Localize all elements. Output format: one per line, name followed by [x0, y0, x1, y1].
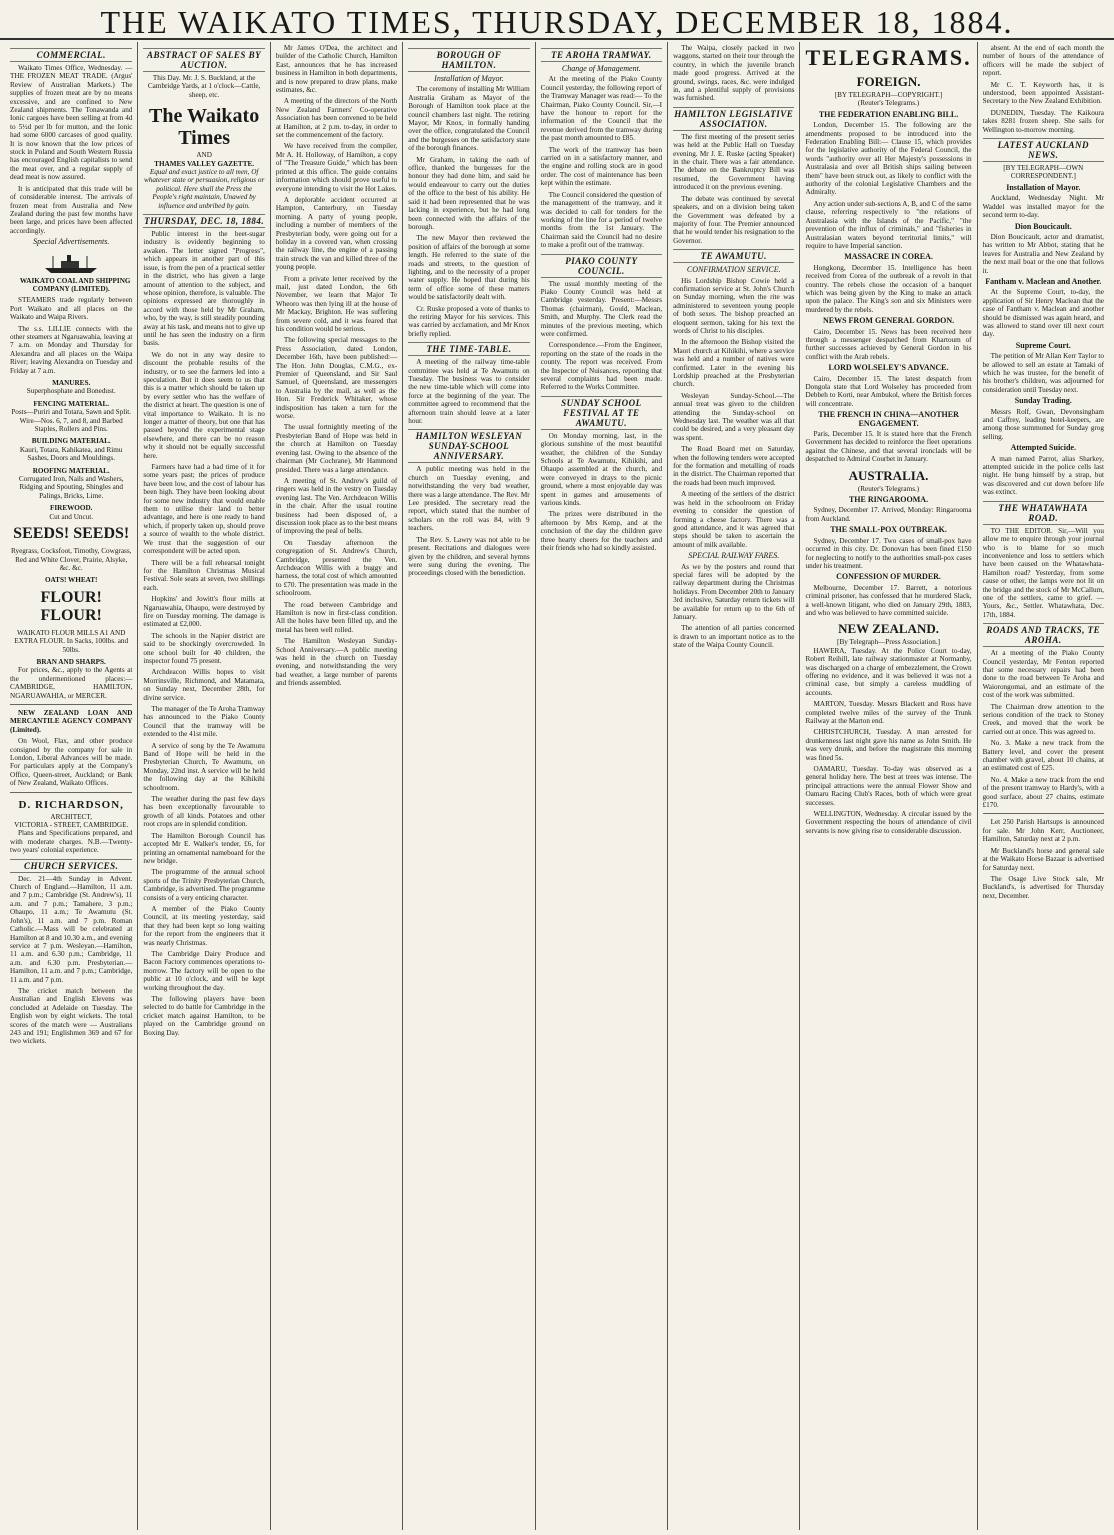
article-paragraph: Sydney, December 17. Arrived, Monday: Ringarooma from Auckland. [805, 506, 972, 523]
article-paragraph: The cricket match between the Australian and English Elevens was concluded at Adelaide on Tuesday. The English won by eight wickets. The total scores of the match were — Australians 243 and 191; Englishmen 369 and 67 for two wickets. [10, 986, 133, 1046]
ad-text: STEAMERS trade regularly between Port Waikato and all places on the Waikato and Waipa Rivers. [10, 296, 133, 322]
subheading: CONFESSION OF MURDER. [836, 572, 941, 582]
subheading: SPECIAL RAILWAY FARES. [688, 551, 780, 561]
section-heading-church: CHURCH SERVICES. [10, 859, 132, 873]
subheading: Dion Boucicault. [1014, 221, 1072, 231]
article-paragraph: The debate was continued by several speakers, and on a division being taken the Government was defeated by a majority of four. The Premier announced that he would tender his resignation to the Governor. [673, 194, 795, 245]
article-paragraph: From a private letter received by the mail, just dated London, the 6th November, we learn that Major Te Wheoro was then lying ill at the house of Mr Mackay, Brighton. He was suffering from severe cold, and it was feared that his condition would be serious. [275, 274, 398, 333]
gazette-title: THAMES VALLEY GAZETTE. [154, 159, 255, 168]
article-paragraph: A deplorable accident occurred at Hampton, Canterbury, on Tuesday morning. A party of young people, including a number of members of the Presbyterian body, were going out for a holiday in a covered van, when crossing the railway line, the engine of a passing train struck the van and killed three of the young people. [275, 195, 398, 272]
article-paragraph: Cr. Ruske proposed a vote of thanks to the retiring Mayor for his services. This was carried by acclamation, and Mr Knox briefly replied. [408, 304, 530, 338]
section-heading-commercial: COMMERCIAL. [10, 48, 132, 62]
article-paragraph: DUNEDIN, Tuesday. The Kaikoura takes 8281 frozen sheep. She sails for Wellington to-morrow morning. [982, 108, 1104, 134]
article-paragraph: London, December 15. The following are the amendments proposed to be introduced into the Federation Enabling Bill:— Clause 15, which provides for the legislative authority of the Federal Council, the words "authority over all Her Majesty's possessions in Australasia and over all British ships sailing between them" have been struck out, as likely to conflict with the authority of the colonial Legislative Chambers and the Admiralty. [805, 121, 972, 197]
article-paragraph: Wesleyan Sunday-School.—The annual treat was given to the children attending the Sunday-school on Wednesday last. The weather was all that could be desired, and a very pleasant day was spent. [673, 391, 795, 442]
ad-text: On Wool, Flax, and other produce consigned by the company for sale in London, Liberal Advances will be made. For particulars apply at the Company's Office, Queen-street, Auckland; or Bank of New Zealand, Waikato Offices. [10, 737, 133, 788]
section-heading-piako: PIAKO COUNTY COUNCIL. [541, 254, 662, 278]
article-paragraph: Dec. 21—4th Sunday in Advent. Church of England.—Hamilton, 11 a.m. and 7 p.m.; Cambridge (St. Andrew's), 11 a.m. and 7 p.m.; Tamahere, 3 p.m.; Ohaupo, 11 a.m.; Te Awamutu (St. John's), 11 a.m. and 7 p.m. Roman Catholic.—Mass will be celebrated at Hamilton at 8 and 10.30 a.m., and evening service at 7 p.m. Wesleyan.—Hamilton, 11 a.m. and 6.30 p.m.; Cambridge, 11 a.m. and 6.30 p.m. Presbyterian.—Hamilton, 11 a.m. and 7 p.m.; Cambridge, 11 a.m. and 7 p.m. [10, 874, 133, 984]
article-paragraph: The programme of the annual school sports of the Trinity Presbyterian Church, Cambridge, is advertised. The programme consists of a very enticing character. [143, 868, 265, 902]
subheading: THE RINGAROOMA. [848, 495, 929, 505]
section-heading-new-zealand: NEW ZEALAND. [838, 621, 939, 637]
section-heading-wesleyan: HAMILTON WESLEYAN SUNDAY-SCHOOL ANNIVERSARY. [408, 429, 529, 463]
article-paragraph: At a meeting of the Piako County Council yesterday, Mr Fenton reported that some necessary repairs had been done to the road between Te Aroha and Waiorongomai, and an estimate of the cost of the work was submitted. [982, 649, 1104, 700]
newspaper-masthead: THE WAIKATO TIMES, THURSDAY, DECEMBER 18, 1884. [0, 4, 1114, 40]
article-paragraph: absent. At the end of each month the number of hours of the attendance of officers will be made the subject of report. [982, 44, 1104, 78]
copyright-note: [BY TELEGRAPH—OWN CORRESPONDENT.] [1003, 164, 1084, 181]
subheading: LORD WOLSELEY'S ADVANCE. [828, 363, 949, 373]
column-4 [402, 42, 534, 1530]
article-paragraph: The Hamilton Borough Council has accepted Mr E. Walker's tender, £6, for printing an ornamental nameboard for the new bridge. [143, 831, 265, 865]
section-heading-special-ads: Special Advertisements. [33, 237, 110, 247]
article-paragraph: As we by the posters and round that special fares will be adopted by the railway department during the Christmas holidays. From December 20th to January 3rd inclusive, Saturday return tickets will be available for return up to the 6th of January. [673, 562, 795, 621]
ad-text: For prices, &c., apply to the Agents at the undermentioned places:— CAMBRIDGE, HAMILTON, NGARUAWAHIA, or MERCER. [10, 666, 133, 700]
section-heading-te-awamutu: TE AWAMUTU. [673, 249, 794, 263]
ad-text: Corrugated Iron, Nails and Washers, Ridging and Spouting, Shingles and Palings, Bricks, Lime. [18, 475, 124, 500]
article-paragraph: Dion Boucicault, actor and dramatist, has written to Mr Abbot, stating that he leaves for Australia and New Zealand by the next mail boat or the one that follows it. [982, 232, 1104, 275]
article-paragraph: A service of song by the Te Awamutu Band of Hope will be held in the Presbyterian Church, Te Awamutu, on Monday, 22nd inst. A service will be held the following day at the Kihikihi schoolroom. [143, 741, 265, 792]
article-paragraph: The first meeting of the present series was held at the Public Hall on Tuesday evening. Mr J. E. Ruske (acting Speaker) in the chair. There was a fair attendance. The debate on the Bankruptcy Bill was resumed, the Government having introduced it on the previous evening. [673, 132, 795, 192]
ad-heading-fencing: FENCING MATERIAL. [33, 399, 110, 408]
subheading: Sunday Trading. [1014, 396, 1072, 406]
article-paragraph: On Tuesday afternoon the congregation of St. Andrew's Church, Cambridge, presented the Ven. Archdeacon Willis with a buggy and harness, the total cost of which amounted to £70. The presentation was made in the schoolroom. [275, 538, 398, 598]
ad-heading-manures: MANURES. [52, 379, 91, 387]
section-heading-whatawhata: THE WHATAWHATA ROAD. [983, 501, 1104, 525]
article-paragraph: The following players have been selected to do battle for Cambridge in the cricket match against Hamilton, to be played on the Cambridge ground on Boxing Day. [143, 995, 265, 1037]
article-paragraph: No. 4. Make a new track from the end of the present tramway to Hardy's, with a good surface, about 27 chains, estimate £170. [982, 775, 1104, 810]
article-paragraph: Mr Graham, in taking the oath of office, thanked the burgesses for the honour they had done him, and said he would endeavour to carry out the duties of the office to the best of his ability. He said it had been represented that he was lacking in experience, but he had long been connected with the affairs of the borough. [408, 155, 530, 231]
article-paragraph: WELLINGTON, Wednesday. A circular issued by the Government respecting the hours of attendance of civil servants is now giving rise to considerable discussion. [805, 810, 972, 835]
ad-text: Kauri, Totara, Kahikatea, and Rimu Sashes, Doors and Mouldings. [19, 445, 123, 463]
article-paragraph: The road between Cambridge and Hamilton is now in first-class condition. All the holes have been filled up, and the metal has been well rolled. [275, 600, 398, 634]
column-6 [667, 42, 799, 1530]
subheading: THE FEDERATION ENABLING BILL. [818, 109, 959, 119]
article-paragraph: His Lordship Bishop Cowie held a confirmation service at St. John's Church on Sunday morning, when the rite was administered to seventeen young people of both sexes. The bishop preached an eloquent sermon, taking for his text the words of Christ to his disciples. [673, 276, 795, 335]
section-heading-tramway: TE AROHA TRAMWAY. [541, 48, 662, 62]
article-paragraph: CHRISTCHURCH, Tuesday. A man arrested for drunkenness last night gave his name as John Smith. He was very drunk, and before the magistrate this morning was fined 5s. [805, 728, 972, 762]
column-8 [977, 42, 1109, 1530]
subheading: Installation of Mayor. [434, 74, 504, 83]
article-paragraph: Archdeacon Willis hopes to visit Morrinsville, Richmond, and Matamata, on Sunday next, December 28th, for divine service. [143, 668, 265, 702]
article-paragraph: Cairo, December 15. News has been received here through a messenger despatched from Khartoum of further successes achieved by General Gordon in his conflict with the Arab rebels. [805, 327, 972, 361]
article-paragraph: Let 250 Parish Hartsups is announced for sale. Mr John Kerr, Auctioneer, Hamilton, Saturday next at 2 p.m. [982, 818, 1104, 844]
subheading: THE FRENCH IN CHINA—ANOTHER ENGAGEMENT. [818, 410, 959, 428]
ad-text: Plans and Specifications prepared, and with moderate charges. N.B.—Twenty-two years' colonial experience. [10, 829, 133, 855]
subheading: Change of Management. [561, 64, 641, 73]
article-paragraph: Any action under sub-sections A, B, and C of the same clause, referring respectively to "the relations of Australasia with the Islands of the Pacific," "the prevention of the influx of criminals," and "fisheries in Australasian waters beyond territorial limits," will require to have Imperial sanction. [805, 199, 972, 250]
article-paragraph: A man named Parrot, alias Sharkey, attempted suicide in the police cells last night. He hung himself by a strap, but was discovered and cut down before life was extinct. [982, 454, 1104, 497]
issue-date: THURSDAY, DEC. 18, 1884. [144, 216, 265, 227]
article-paragraph: The Council considered the question of the management of the tramway, and it was decided to call for tenders for the working of the line for a period of twelve months from the 1st January. The Chairman said the Council had no desire to make a profit out of the tramway. [540, 190, 663, 250]
ad-text: Cut and Uncut. [49, 512, 94, 521]
article-paragraph: Paris, December 15. It is stated here that the French Government has decided to reinforce the fleet operations against the Chinese, and that several ironclads will be despatched to Admiral Courbet in January. [805, 430, 972, 464]
column-5 [535, 42, 667, 1530]
ad-title: NEW ZEALAND LOAN AND MERCANTILE AGENCY COMPANY (Limited). [10, 708, 133, 734]
newspaper-motto: Equal and exact justice to all men, Of whatever state or persuasion, religious or political. Here shall the Press the People's right maintain, Unawed by influence and unbribed by gain. [143, 168, 265, 210]
architect-title: ARCHITECT, [50, 812, 92, 821]
ad-text: WAIKATO FLOUR MILLS A1 AND EXTRA FLOUR. In Sacks, 100lbs. and 50lbs. [14, 628, 129, 654]
subheading: Installation of Mayor. [1006, 182, 1081, 192]
section-heading-australia: AUSTRALIA. [848, 467, 929, 483]
section-heading-legislative: HAMILTON LEGISLATIVE ASSOCIATION. [674, 108, 794, 129]
reuter-note: (Reuter's Telegrams.) [857, 484, 920, 493]
article-paragraph: Public interest in the beet-sugar industry is evidently beginning to awaken. The letter signed "Progress", which appears in another part of this issue, is from the pen of a practical settler in the district, who has given a large amount of attention to the subject, and whose opinion, therefore, is valuable. The opinions expressed are thoroughly in accord with those held by Mr Graham, who, by the way, is still steadily pounding away at his task, and means not to give up until he has seen the industry on a firm basis. [143, 230, 265, 348]
column-1 [5, 42, 137, 1530]
ad-text: The s.s. LILLIE connects with the other steamers at Ngaruawahia, leaving at 7 a.m. on Monday and Thursday for Alexandra and all places on the Waipa River; leaving Alexandra on Tuesday and Friday at 7 a.m. [10, 324, 133, 375]
section-heading-foreign: FOREIGN. [856, 74, 921, 89]
article-paragraph: A meeting of St. Andrew's guild of ringers was held in the vestry on Tuesday evening last. The Ven. Archdeacon Willis in the chair. After the usual routine business had been disposed of, a discussion took place as to the best means of improving the peal of bells. [275, 476, 398, 536]
article-paragraph: At the meeting of the Piako County Council yesterday, the following report of the Tramway Manager was read:— To the Chairman, Piako County Council. Sir,—I have the honour to report for the information of the Council that the revenue derived from the tramway during the past month amounted to £85. [540, 75, 663, 143]
title-and: AND [196, 151, 212, 160]
column-2 [137, 42, 269, 1530]
article-paragraph: The Hamilton Wesleyan Sunday-School Anniversary.—A public meeting was held in the church on Tuesday evening, and notwithstanding the very bad weather, a large number of parents and friends assembled. [275, 637, 398, 688]
article-paragraph: The attention of all parties concerned is drawn to an important notice as to the state of the Waipa County Council. [673, 624, 795, 650]
article-paragraph: The Waipa, closely packed in two waggons, started on their tour through the country, in which the juvenile branch made good progress. Arrived at the ground, swings, races, &c. were indulged in, and a plentiful supply of provisions was furnished. [673, 44, 795, 103]
column-7 [799, 42, 976, 1530]
divider [10, 792, 132, 793]
article-paragraph: The ceremony of installing Mr William Australia Graham as Mayor of the Borough of Hamilton took place at the council chambers last night. The retiring Mayor, Mr Knox, in formally handing over the office, congratulated the Council and the burgesses on the satisfactory state of the borough finances. [408, 85, 530, 153]
divider [10, 704, 132, 705]
ad-heading-flour: FLOUR! FLOUR! [40, 588, 102, 624]
article-paragraph: OAMARU, Tuesday. To-day was observed as a general holiday here. The best at trees was intense. The principal attractions were the annual Flower Show and Oamaru Racing Club's Races, both of which were great successes. [805, 765, 972, 807]
article-paragraph: In the afternoon the Bishop visited the Maori church at Kihikihi, where a service was held and a number of natives were confirmed. Later in the evening his Lordship preached at the Presbyterian church. [673, 338, 795, 389]
article-paragraph: The new Mayor then reviewed the position of affairs of the borough at some length. He referred to the state of the roads and streets, to the question of lighting, and to the necessity of a proper water supply. He hoped that during his term of office some of these matters would be satisfactorily dealt with. [408, 234, 530, 302]
article-paragraph: No. 3. Make a new track from the Battery level, and cover the present chamber with gravel, about 10 chains, at an estimated cost of £25. [982, 739, 1104, 773]
subheading: Supreme Court. [1015, 340, 1071, 350]
article-paragraph: The usual monthly meeting of the Piako County Council was held at Cambridge yesterday. Present:—Messrs Thomas (chairman), Gould, Maclean, Smith, and Murphy. The Clerk read the minutes of the previous meeting, which were confirmed. [540, 279, 663, 338]
ad-heading-bran: BRAN AND SHARPS. [36, 657, 106, 666]
article-paragraph: Sydney, December 17. Two cases of small-pox have occurred in this city. Dr. Donovan has been fined £150 for neglecting to notify to the authorities small-pox cases under his treatment. [805, 536, 972, 570]
ad-heading-seeds: SEEDS! SEEDS! [13, 525, 130, 543]
article-paragraph: MARTON, Tuesday. Messrs Blackett and Ross have completed twelve miles of the survey of the Trunk Railway at the Marton end. [805, 700, 972, 725]
article-paragraph: A member of the Piako County Council, at its meeting yesterday, said that they had been kept so long waiting for the report from the engineers that it was nearly Christmas. [143, 904, 265, 947]
ad-text: Superphosphate and Bonedust. [26, 387, 116, 396]
ad-heading-firewood: FIREWOOD. [49, 504, 93, 513]
subheading: THE SMALL-POX OUTBREAK. [830, 525, 947, 535]
article-paragraph: Mr James O'Dea, the architect and builder of the Catholic Church, Hamilton East, announces that he has increased business in Hamilton in both departments, and is now prepared to draw plans, make estimates, &c. [275, 44, 398, 95]
section-heading-borough: BOROUGH OF HAMILTON. [408, 48, 529, 72]
article-paragraph: The weather during the past few days has been exceptionally favourable to growth of all kinds. Potatoes and other root crops are in splendid condition. [143, 795, 265, 829]
article-paragraph: Mr C. T. Keyworth has, it is understood, been appointed Assistant-Secretary to the New Zealand Exhibition. [982, 80, 1104, 106]
article-paragraph: Messrs Rolf, Gwan, Devonsingham and Caffrey, leading hotel-keepers, are among those summoned for Sunday grog selling. [982, 407, 1104, 441]
article-paragraph: TO THE EDITOR. Sir,—Will you allow me to enquire through your journal who is to blame for so much inconvenience and loss to settlers which have been caused on the Whatawhata-Hamilton road? Yesterday, from some cause or other, the lamps were not lit on the bridge and the stock of Mr McCallum, one of the settlers, came to grief. — Yours, &c., Settler. Whatawhata, Dec. 17th, 1884. [982, 526, 1104, 619]
press-association-note: [By Telegraph—Press Association.] [837, 638, 941, 647]
article-paragraph: The Cambridge Dairy Produce and Bacon Factory commences operations to-morrow. The factory will be open to the public at 10 o'clock, and will be kept working throughout the day. [143, 949, 265, 992]
article-paragraph: The petition of Mr Allan Kerr Taylor to be allowed to sell an estate at Tamaki of which he was trustee, for the benefit of his brother's children, was adjourned for consideration until Tuesday next. [982, 352, 1104, 394]
article-paragraph: Auckland, Wednesday Night. Mr Waddel was installed mayor for the second term to-day. [982, 194, 1104, 220]
article-paragraph: The work of the tramway has been carried on in a satisfactory manner, and the engine and rolling stock are in good order. The cost of maintenance has been kept within the estimate. [540, 145, 663, 188]
subheading: NEWS FROM GENERAL GORDON. [822, 316, 955, 326]
article-paragraph: On Monday morning, last, in the glorious sunshine of the most beautiful weather, the children of the Sunday Schools at Te Awamutu, Kihikihi, and Ohaupo assembled at the church, and were conveyed in drays to the picnic ground, where a most enjoyable day was spent in games and amusements of various kinds. [540, 431, 663, 508]
section-heading-auckland: LATEST AUCKLAND NEWS. [983, 138, 1104, 162]
newspaper-title: The Waikato Times [149, 105, 260, 150]
article-paragraph: Mr Buckland's horse and general sale at the Waikato Horse Bazaar is advertised for Saturday next. [982, 846, 1104, 872]
article-paragraph: There will be a full rehearsal tonight for the Hamilton Christmas Musical Festival. Sole seats at seven, two shillings each. [143, 558, 265, 592]
ad-heading-oats: OATS! WHEAT! [44, 576, 98, 585]
article-paragraph: Correspondence.—From the Engineer, reporting on the state of the roads in the county. The report was received. From the Inspector of Nuisances, reporting that several complaints had been made. Referred to the Works Committee. [540, 341, 663, 392]
subheading: MASSACRE IN COREA. [844, 252, 933, 262]
section-heading-timetable: THE TIME-TABLE. [408, 342, 529, 356]
divider [983, 813, 1104, 814]
subheading: CONFIRMATION SERVICE. [686, 265, 781, 275]
section-heading-abstract: ABSTRACT OF SALES BY AUCTION. [143, 48, 264, 72]
article-paragraph: The Road Board met on Saturday, when the following tenders were accepted for the formation and metalling of roads in the district. The Chairman reported that the roads had been much improved. [673, 445, 795, 487]
article-paragraph: HAWERA, Tuesday. At the Police Court to-day, Robert Reihill, late railway stationmaster at Normanby, was discharged on a charge of embezzlement, the Crown offering no evidence, and it was believed it was not a criminal case, but simply a careless muddling of accounts. [805, 646, 972, 697]
section-heading-sunday-school: SUNDAY SCHOOL FESTIVAL AT TE AWAMUTU. [541, 396, 662, 430]
article-paragraph: The Rev. S. Lawry was not able to be present. Recitations and dialogues were given by the children, and several hymns were sung during the evening. The proceedings closed with the benediction. [408, 535, 530, 578]
article-paragraph: Waikato Times Office, Wednesday. — THE FROZEN MEAT TRADE. (Argus' Review of Australian Markets.) The supplies of frozen meat are by no means excessive, and are confined to New Zealand shipments. The Tonawanda and Ionic cargoes have been selling at from 4d to 5½d per lb for mutton, and the Ionic had some 6000 carcases of good quality. It is now known that the low prices of stock in Poland and South Western Russia has encouraged English capitalists to send the meat over, and a regular supply of dead meat is now assured. [10, 64, 133, 182]
article-paragraph: This Day. Mr. J. S. Buckland, at the Cambridge Yards, at 1 o'clock—Cattle, sheep, etc. [147, 74, 261, 99]
reuter-note: (Reuter's Telegrams.) [857, 99, 920, 108]
section-heading-telegrams: TELEGRAMS. [805, 45, 972, 70]
article-paragraph: It is anticipated that this trade will be of considerable interest. The arrivals of frozen meat from Australia and New Zealand during the past few months have been large, and prices have been affected accordingly. [10, 184, 133, 235]
article-paragraph: A meeting of the directors of the North New Zealand Farmers' Co-operative Association has been convened to be held at Hamilton, at 2 p.m. to-day, in order to set the commencement of the factory. [275, 97, 398, 140]
article-paragraph: The manager of the Te Aroha Tramway has announced to the Piako County Council that the tramway will be extended to the 41st mile. [143, 705, 265, 739]
article-paragraph: A meeting of the settlers of the district was held in the schoolroom on Friday evening to consider the question of forming a cheese factory. There was a good attendance, and it was agreed that steps should be taken to ascertain the amount of milk available. [673, 490, 795, 549]
copyright-note: [BY TELEGRAPH—COPYRIGHT.] [834, 91, 943, 99]
article-paragraph: Hopkins' and Jowitt's flour mills at Ngaruawahia, Ohaupo, were destroyed by fire on Tuesday morning. The damage is estimated at £2,000. [143, 595, 265, 629]
article-paragraph: A public meeting was held in the church on Tuesday evening, and notwithstanding the very bad weather, there was a large attendance. The Rev. Mr Lee presided. The secretary read the report, which stated that the number of scholars on the roll was 84, with 9 teachers. [408, 465, 530, 533]
ad-heading-building: BUILDING MATERIAL. [31, 437, 111, 446]
article-paragraph: The schools in the Napier district are said to be shockingly overcrowded. In one school built for 40 children, the inspector found 75 present. [143, 631, 265, 665]
architect-name: D. RICHARDSON, [18, 798, 124, 811]
section-heading-roads: ROADS AND TRACKS, TE AROHA. [983, 623, 1104, 647]
article-paragraph: The prizes were distributed in the afternoon by Mrs Kemp, and at the conclusion of the day the children gave three hearty cheers for the teachers and their friends who had so kindly assisted. [540, 510, 663, 553]
architect-address: VICTORIA - STREET, CAMBRIDGE. [14, 821, 129, 830]
ad-heading-roofing: ROOFING MATERIAL. [32, 466, 110, 475]
article-paragraph: Cairo, December 15. The latest despatch from Dongola state that Lord Wolseley has proceeded from Debbeh to Korti, near Ambukol, where the British forces will concentrate. [805, 374, 972, 408]
article-paragraph: The usual fortnightly meeting of the Presbyterian Band of Hope was held in the church at Hamilton on Tuesday evening last. Owing to the absence of the chairman (Mr Cochrane), Mr Hammond presided. There was a large attendance. [275, 423, 398, 474]
subheading: Attempted Suicide. [1010, 443, 1076, 453]
article-paragraph: Hongkong, December 15. Intelligence has been received from Corea of the outbreak of a revolt in that country. The rebels chose the occasion of a banquet which was being given by the King to make an attack upon the palace. The King's son and six Ministers were murdered by the rebels. [805, 263, 972, 314]
article-paragraph: We do not in any way desire to discount the probable results of the industry, or to see the farmers led into a speculation. But it does seem to us that this is a matter which should be taken up by every settler who has the welfare of the district at heart. The question is one of vital importance to Waikato. It is no longer a matter of theory, but one that has passed beyond the experimental stage elsewhere, and there can be no reason why it should not be equally successful here. [143, 350, 265, 460]
ad-text: Ryegrass, Cocksfoot, Timothy, Cowgrass, Red and White Clover, Prairie, Alsyke, &c. &c. [10, 547, 132, 572]
column-3 [270, 42, 402, 1530]
article-paragraph: We have received from the compiler, Mr A. H. Holloway, of Hamilton, a copy of "The Treasure Guide," which has been printed at this office. The guide contains information which should prove useful to everyone intending to visit the Hot Lakes. [275, 142, 398, 193]
article-paragraph: The Chairman drew attention to the serious condition of the track to Stoney Creek, and moved that the work be carried out at once. This was agreed to. [982, 702, 1104, 736]
article-paragraph: Melbourne, December 17. Barrett, a notorious criminal prisoner, has confessed that he murdered Slack, a well-known litigant, who died on January 29th, 1883, and who was believed to have committed suicide. [805, 583, 972, 617]
ad-text: Posts—Puriri and Totara, Sawn and Split. Wire—Nos. 6, 7, and 8, and Barbed Staples, Rollers and Pins. [11, 408, 132, 434]
subheading: Fantham v. Maclean and Another. [985, 276, 1102, 286]
article-paragraph: The Osage Live Stock sale, Mr Buckland's, is advertised for Thursday next, December. [982, 874, 1104, 900]
newspaper-columns [5, 42, 1109, 1530]
article-paragraph: A meeting of the railway time-table committee was held at Te Awamutu on Tuesday. The business was to consider the new time-table which will come into force at the beginning of the year. The committee agreed to recommend that the afternoon train should leave at a later hour. [408, 358, 530, 426]
article-paragraph: The following special messages to the Press Association, dated London, December 16th, have been published:—The Hon. John Douglas, C.M.G., ex-Premier of Queensland, and Sir Saul Samuel, of Queensland, are messengers to Australia by the mail, as well as the Hon. Sir Frederick Whitaker, whose indisposition has taken a turn for the worse. [275, 336, 398, 421]
article-paragraph: Farmers have had a bad time of it for some years past; the prices of produce have been low, and the cost of labour has been high. They have been looking about for some new industry that would enable them to utilise their land to better advantage, and here is one ready to hand which, if properly taken up, should prove a source of wealth to the whole district. We trust that the suggestion of our correspondent will be acted upon. [143, 463, 265, 556]
ad-title: WAIKATO COAL AND SHIPPING COMPANY (LIMITED). [19, 276, 131, 293]
article-paragraph: At the Supreme Court, to-day, the application of Sir Henry Maclean that the case of Fantham v. Maclean and another should be dismissed was again heard, and was allowed to stand over till next court day. [982, 288, 1104, 339]
steamship-icon [10, 253, 132, 275]
